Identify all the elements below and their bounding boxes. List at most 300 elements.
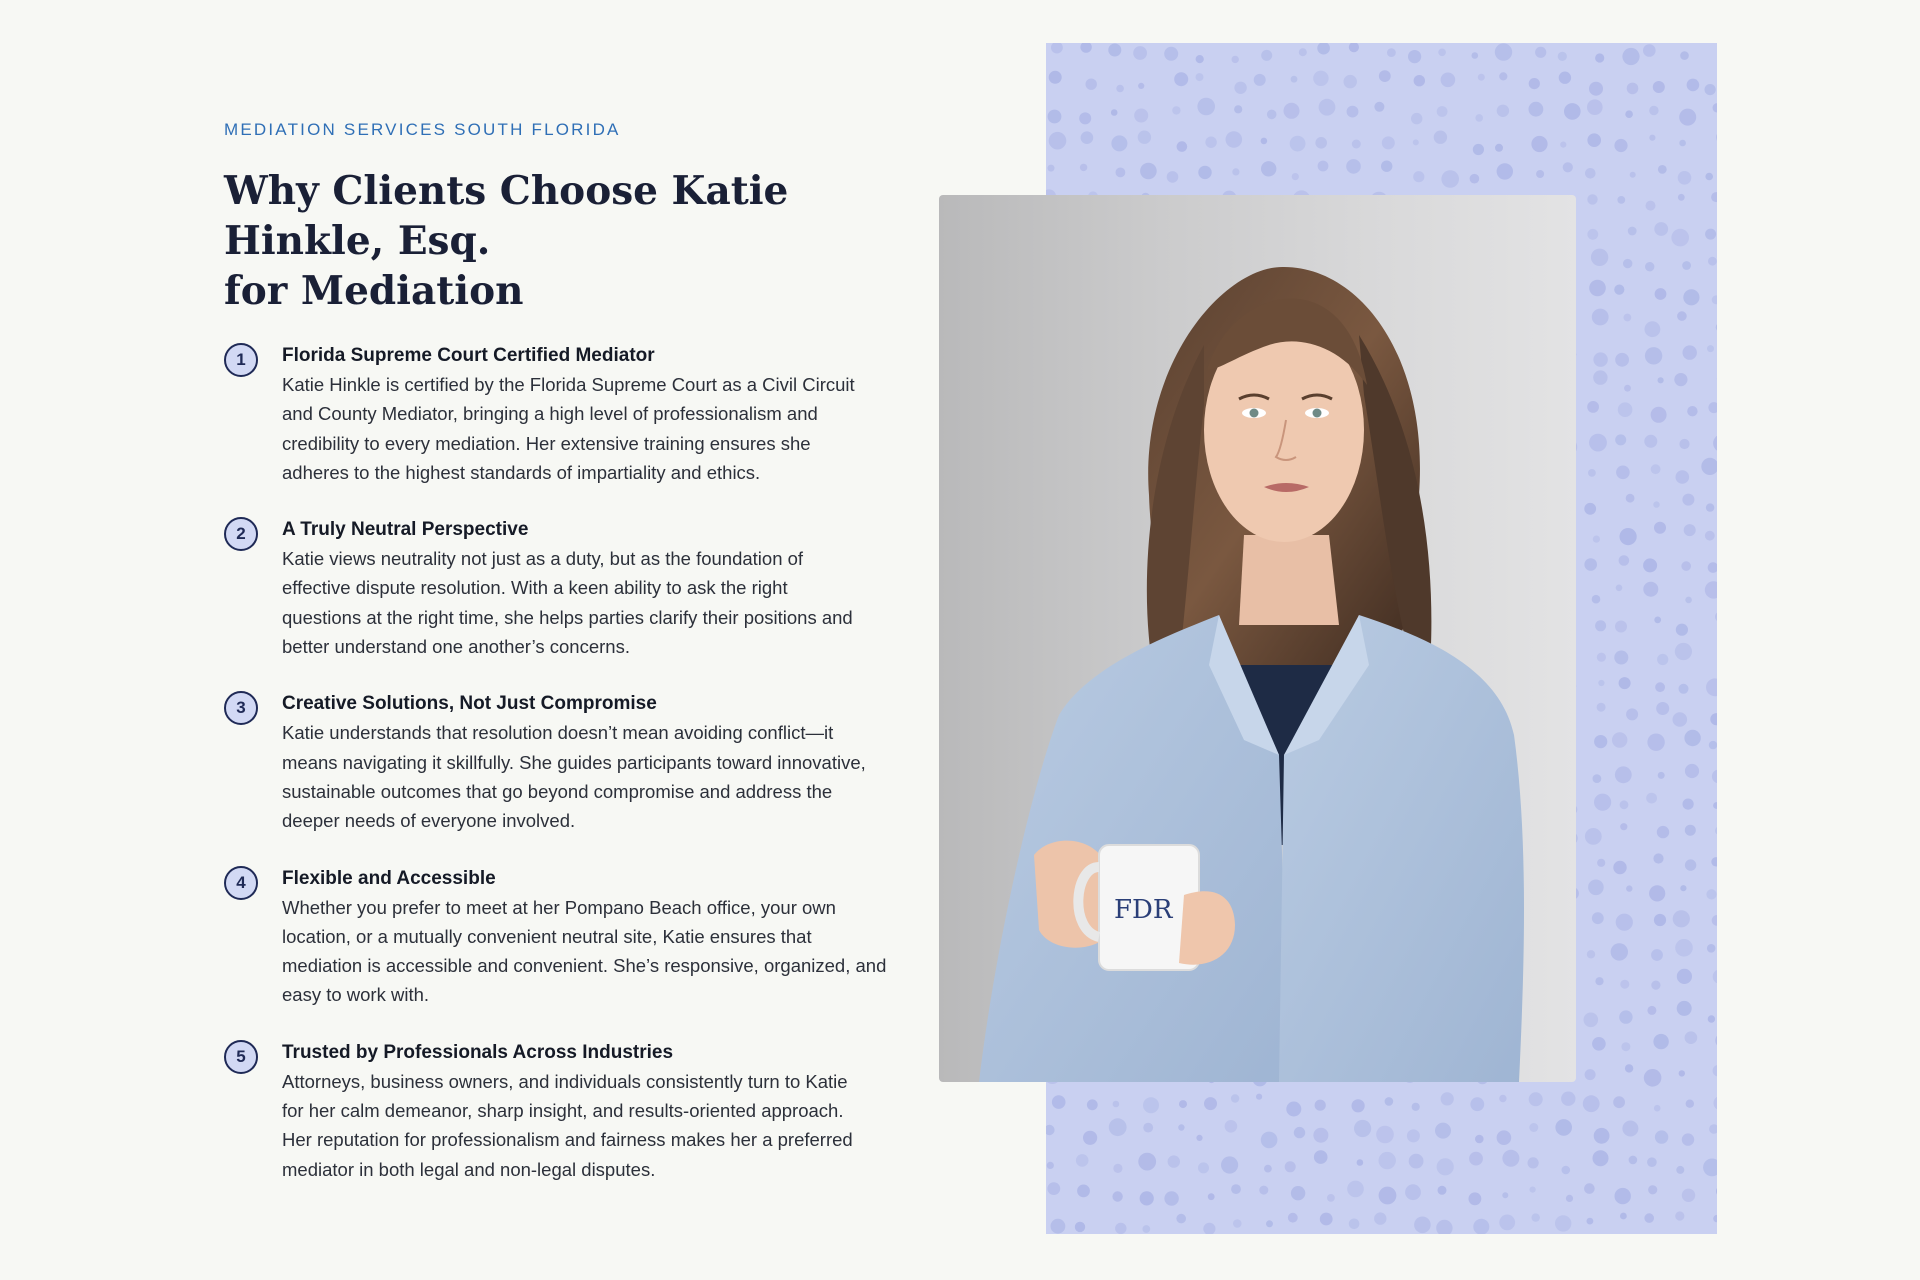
pattern-dot xyxy=(1407,1129,1420,1142)
reason-item-2 xyxy=(224,516,904,661)
pattern-dot xyxy=(1266,1220,1273,1227)
pattern-dot xyxy=(1644,435,1657,448)
pattern-dot xyxy=(1233,1219,1242,1228)
pattern-dot xyxy=(1583,1095,1600,1112)
pattern-dot xyxy=(1611,943,1628,960)
reason-line: for her calm demeanor, sharp insight, and results-oriented approach. xyxy=(282,1100,844,1122)
pattern-dot xyxy=(1076,1154,1089,1167)
pattern-dot xyxy=(1594,1128,1610,1144)
pattern-dot xyxy=(1712,770,1717,784)
pattern-dot xyxy=(1048,110,1062,124)
pattern-dot xyxy=(1681,561,1691,571)
pattern-dot xyxy=(1645,321,1661,337)
pattern-dot xyxy=(1347,106,1359,118)
pattern-dot xyxy=(1204,1097,1217,1110)
pattern-dot xyxy=(1716,323,1717,332)
pattern-dot xyxy=(1049,71,1062,84)
pattern-dot xyxy=(1315,1100,1326,1111)
pattern-dot xyxy=(1436,1220,1452,1234)
pattern-dot xyxy=(1587,229,1598,240)
pattern-dot xyxy=(1411,113,1422,124)
pattern-dot xyxy=(1197,98,1215,116)
pattern-dot xyxy=(1585,1069,1596,1080)
pattern-dot xyxy=(1177,141,1188,152)
pattern-dot xyxy=(1497,105,1509,117)
pattern-dot xyxy=(1379,1187,1397,1205)
pattern-dot xyxy=(1677,1001,1692,1016)
pattern-dot xyxy=(1592,912,1604,924)
pattern-dot xyxy=(1564,103,1581,120)
pattern-dot xyxy=(1714,1096,1718,1110)
pattern-dot xyxy=(1046,1125,1055,1135)
reason-line: easy to work with. xyxy=(282,984,430,1006)
pattern-dot xyxy=(1499,1095,1506,1102)
pattern-dot xyxy=(1682,1133,1694,1145)
pattern-dot xyxy=(1559,72,1571,84)
pattern-dot xyxy=(1112,1191,1122,1201)
reason-title: A Truly Neutral Perspective xyxy=(282,519,529,541)
pattern-dot xyxy=(1221,1156,1238,1173)
pattern-dot xyxy=(1438,49,1446,57)
pattern-dot xyxy=(1555,1119,1572,1136)
pattern-dot xyxy=(1616,914,1633,931)
pattern-dot xyxy=(1651,464,1661,474)
pattern-dot xyxy=(1705,229,1716,240)
pattern-dot xyxy=(1615,434,1626,445)
pattern-dot xyxy=(1589,434,1607,452)
pattern-dot xyxy=(1623,259,1632,268)
pattern-dot xyxy=(1705,173,1713,181)
pattern-dot xyxy=(1657,654,1668,665)
pattern-dot xyxy=(1705,531,1715,541)
pattern-dot xyxy=(1613,861,1626,874)
number-badge-icon: 1 xyxy=(224,343,258,377)
pattern-dot xyxy=(1643,44,1656,57)
pattern-dot xyxy=(1715,612,1717,623)
pattern-dot xyxy=(1587,133,1601,147)
pattern-dot xyxy=(1614,651,1628,665)
pattern-dot xyxy=(1535,47,1546,58)
pattern-dot xyxy=(1676,1166,1684,1174)
pattern-dot xyxy=(1560,142,1566,148)
pattern-dot xyxy=(1529,1123,1538,1132)
pattern-dot xyxy=(1408,50,1421,63)
pattern-dot xyxy=(1231,1184,1241,1194)
pattern-dot xyxy=(1138,83,1144,89)
pattern-dot xyxy=(1679,1070,1685,1076)
pattern-dot xyxy=(1113,1101,1120,1108)
pattern-dot xyxy=(1687,79,1700,92)
pattern-dot xyxy=(1647,734,1664,751)
pattern-dot xyxy=(1319,99,1336,116)
pattern-dot xyxy=(1497,163,1513,179)
pattern-dot xyxy=(1651,981,1660,990)
pattern-dot xyxy=(1687,406,1697,416)
pattern-dot xyxy=(1625,1064,1633,1072)
pattern-dot xyxy=(1299,48,1307,56)
pattern-dot xyxy=(1711,857,1717,866)
pattern-dot xyxy=(1261,138,1268,145)
pattern-dot xyxy=(1164,47,1178,61)
pattern-dot xyxy=(1354,1120,1371,1137)
reason-line: location, or a mutually convenient neutral site, Katie ensures that xyxy=(282,925,812,947)
pattern-dot xyxy=(1313,1128,1328,1143)
pattern-dot xyxy=(1643,558,1657,572)
pattern-dot xyxy=(1648,1185,1657,1194)
pattern-dot xyxy=(1497,1130,1512,1145)
reason-description xyxy=(282,718,904,835)
pattern-dot xyxy=(1049,132,1067,150)
pattern-dot xyxy=(1379,1152,1396,1169)
reason-line: mediation is accessible and convenient. She’s responsive, organized, and xyxy=(282,955,887,977)
pattern-dot xyxy=(1713,1065,1717,1077)
pattern-dot xyxy=(1530,1187,1536,1193)
pattern-dot xyxy=(1680,885,1686,891)
pattern-dot xyxy=(1196,73,1204,81)
pattern-dot xyxy=(1284,103,1300,119)
pattern-dot xyxy=(1682,1189,1695,1202)
pattern-dot xyxy=(1592,595,1601,604)
pattern-dot xyxy=(1087,1099,1098,1110)
pattern-dot xyxy=(1176,1214,1186,1224)
pattern-dot xyxy=(1612,732,1627,747)
pattern-dot xyxy=(1620,980,1629,989)
pattern-dot xyxy=(1178,1124,1184,1130)
pattern-dot xyxy=(1434,131,1447,144)
pattern-dot xyxy=(1621,1042,1630,1051)
pattern-dot xyxy=(1593,1150,1609,1166)
pattern-dot xyxy=(1051,1219,1066,1234)
pattern-dot xyxy=(1234,105,1242,113)
pattern-dot xyxy=(1713,434,1717,452)
pattern-dot xyxy=(1683,345,1697,359)
pattern-dot xyxy=(1587,401,1599,413)
pattern-dot xyxy=(1168,1155,1180,1167)
pattern-dot xyxy=(1649,106,1658,115)
reason-item-5 xyxy=(224,1039,904,1184)
reason-line: deeper needs of everyone involved. xyxy=(282,810,576,832)
pattern-dot xyxy=(1413,171,1424,182)
pattern-dot xyxy=(1618,402,1633,417)
pattern-dot xyxy=(1645,347,1662,364)
pattern-dot xyxy=(1143,1123,1153,1133)
pattern-dot xyxy=(1684,730,1700,746)
pattern-dot xyxy=(1387,48,1396,57)
pattern-dot xyxy=(1374,102,1384,112)
pattern-dot xyxy=(1080,164,1087,171)
pattern-dot xyxy=(1562,1166,1571,1175)
pattern-dot xyxy=(1706,678,1717,696)
pattern-dot xyxy=(1685,859,1696,870)
pattern-dot xyxy=(1679,684,1689,694)
pattern-dot xyxy=(1320,1213,1333,1226)
pattern-dot xyxy=(1142,1225,1150,1233)
pattern-dot xyxy=(1080,43,1091,53)
pattern-dot xyxy=(1620,800,1629,809)
pattern-dot xyxy=(1079,112,1091,124)
pattern-dot xyxy=(1597,653,1606,662)
pattern-dot xyxy=(1441,170,1459,188)
pattern-dot xyxy=(1349,1219,1360,1230)
pattern-dot xyxy=(1647,1006,1656,1015)
reason-description xyxy=(282,544,904,661)
pattern-dot xyxy=(1709,1124,1717,1134)
pattern-dot xyxy=(1232,168,1239,175)
pattern-dot xyxy=(1382,136,1395,149)
pattern-dot xyxy=(1624,314,1632,322)
pattern-dot xyxy=(1531,136,1547,152)
pattern-dot xyxy=(1615,621,1627,633)
reason-item-4 xyxy=(224,865,904,1010)
pattern-dot xyxy=(1352,1099,1365,1112)
pattern-dot xyxy=(1196,55,1204,63)
pattern-dot xyxy=(1705,84,1716,95)
pattern-dot xyxy=(1584,1013,1599,1028)
pattern-dot xyxy=(1437,106,1448,117)
reason-line: means navigating it skillfully. She guides participants toward innovative, xyxy=(282,751,866,773)
pattern-dot xyxy=(1588,880,1604,896)
pattern-dot xyxy=(1412,1103,1420,1111)
pattern-dot xyxy=(1285,1161,1296,1172)
number-badge-icon: 2 xyxy=(224,517,258,551)
reason-line: effective dispute resolution. With a keen ability to ask the right xyxy=(282,577,788,599)
pattern-dot xyxy=(1592,309,1609,326)
pattern-dot xyxy=(1597,703,1606,712)
pattern-dot xyxy=(1712,915,1717,926)
reason-title: Florida Supreme Court Certified Mediator xyxy=(282,345,655,366)
pattern-dot xyxy=(1614,139,1627,152)
pattern-dot xyxy=(1615,766,1632,783)
reason-line: Katie views neutrality not just as a duty, but as the foundation of xyxy=(282,548,804,570)
pattern-dot xyxy=(1622,1121,1638,1137)
pattern-dot xyxy=(1405,1184,1421,1200)
pattern-dot xyxy=(1646,201,1656,211)
pattern-dot xyxy=(1081,131,1094,144)
portrait-illustration xyxy=(939,195,1576,1082)
pattern-dot xyxy=(1317,43,1330,55)
pattern-dot xyxy=(1713,1215,1717,1222)
pattern-dot xyxy=(1614,285,1624,295)
pattern-dot xyxy=(1654,914,1666,926)
pattern-dot xyxy=(1261,161,1276,176)
pattern-dot xyxy=(1677,969,1692,984)
pattern-dot xyxy=(1198,1162,1209,1173)
pattern-dot xyxy=(1629,1156,1638,1165)
reason-line: better understand one another’s concerns. xyxy=(282,636,630,658)
pattern-dot xyxy=(1646,793,1657,804)
pattern-dot xyxy=(1259,1186,1268,1195)
pattern-dot xyxy=(1414,75,1425,86)
pattern-dot xyxy=(1563,162,1573,172)
pattern-dot xyxy=(1624,385,1631,392)
pattern-dot xyxy=(1111,109,1118,116)
pattern-dot xyxy=(1232,56,1239,63)
pattern-dot xyxy=(1595,620,1606,631)
pattern-dot xyxy=(1473,144,1484,155)
pattern-dot xyxy=(1291,76,1298,83)
number-badge-icon: 4 xyxy=(224,866,258,900)
pattern-dot xyxy=(1713,969,1717,983)
pattern-dot xyxy=(1502,1192,1508,1198)
pattern-dot xyxy=(1231,1094,1239,1102)
reasons-list xyxy=(224,342,904,1184)
reason-line: Katie Hinkle is certified by the Florida Supreme Court as a Civil Circuit xyxy=(282,374,855,395)
reason-description xyxy=(282,1067,904,1184)
pattern-dot xyxy=(1167,171,1179,183)
pattern-dot xyxy=(1627,83,1639,95)
pattern-dot xyxy=(1437,1158,1454,1175)
pattern-dot xyxy=(1620,823,1627,830)
pattern-dot xyxy=(1051,43,1063,54)
reason-item-3 xyxy=(224,690,904,835)
pattern-dot xyxy=(1685,597,1692,604)
pattern-dot xyxy=(1379,70,1391,82)
pattern-dot xyxy=(1683,799,1694,810)
pattern-dot xyxy=(1529,1092,1543,1106)
reason-description xyxy=(282,370,904,487)
pattern-dot xyxy=(1616,585,1623,592)
pattern-dot xyxy=(1613,1096,1625,1108)
pattern-dot xyxy=(1712,295,1717,304)
pattern-dot xyxy=(1313,71,1328,86)
pattern-dot xyxy=(1588,469,1596,477)
pattern-dot xyxy=(1654,222,1668,236)
pattern-dot xyxy=(1594,735,1607,748)
pattern-dot xyxy=(1626,494,1635,503)
pattern-dot xyxy=(1585,168,1596,179)
pattern-dot xyxy=(1686,1100,1694,1108)
number-badge-icon: 3 xyxy=(224,691,258,725)
pattern-dot xyxy=(1708,402,1717,413)
pattern-dot xyxy=(1715,1033,1717,1048)
pattern-dot xyxy=(1256,1094,1262,1100)
reason-line: Her reputation for professionalism and fairness makes her a preferred xyxy=(282,1129,853,1151)
pattern-dot xyxy=(1502,1150,1519,1167)
mug-logo: FDR xyxy=(1114,895,1173,925)
pattern-dot xyxy=(1196,1135,1202,1141)
pattern-dot xyxy=(1315,137,1327,149)
pattern-dot xyxy=(1261,50,1272,61)
pattern-dot xyxy=(1346,159,1361,174)
pattern-dot xyxy=(1658,165,1667,174)
pattern-dot xyxy=(1475,114,1483,122)
pattern-dot xyxy=(1138,131,1151,144)
pattern-dot xyxy=(1593,536,1600,543)
pattern-dot xyxy=(1349,43,1359,52)
pattern-dot xyxy=(1052,1095,1066,1109)
pattern-dot xyxy=(1597,859,1605,867)
pattern-dot xyxy=(1593,352,1607,366)
pattern-dot xyxy=(1617,196,1625,204)
pattern-dot xyxy=(1643,582,1658,597)
pattern-dot xyxy=(1314,1150,1328,1164)
pattern-dot xyxy=(1619,555,1630,566)
pattern-dot xyxy=(1644,1069,1662,1087)
pattern-dot xyxy=(1376,1126,1394,1144)
pattern-dot xyxy=(1595,977,1603,985)
pattern-dot xyxy=(1710,713,1717,725)
pattern-dot xyxy=(1203,1223,1215,1234)
pattern-dot xyxy=(1705,581,1717,598)
pattern-dot xyxy=(1679,439,1689,449)
pattern-dot xyxy=(1438,1186,1447,1195)
pattern-dot xyxy=(1655,288,1667,300)
pattern-dot xyxy=(1584,503,1596,515)
pattern-dot xyxy=(1584,558,1597,571)
pattern-dot xyxy=(1619,677,1631,689)
pattern-dot xyxy=(1140,1191,1154,1205)
section-eyebrow: MEDIATION SERVICES SOUTH FLORIDA xyxy=(224,120,621,139)
pattern-dot xyxy=(1174,72,1188,86)
pattern-dot xyxy=(1584,1183,1595,1194)
pattern-dot xyxy=(1685,825,1696,836)
pattern-dot xyxy=(1495,43,1512,60)
pattern-dot xyxy=(1675,1211,1684,1220)
pattern-dot xyxy=(1414,1217,1431,1234)
pattern-dot xyxy=(1593,370,1607,384)
pattern-dot xyxy=(1495,144,1503,152)
pattern-dot xyxy=(1651,407,1667,423)
pattern-dot xyxy=(1680,51,1689,60)
pattern-dot xyxy=(1558,52,1567,61)
pattern-dot xyxy=(1708,1015,1715,1022)
pattern-dot xyxy=(1290,136,1306,152)
pattern-dot xyxy=(1254,74,1266,86)
pattern-dot xyxy=(1048,165,1055,172)
reason-line: mediator in both legal and non-legal disputes. xyxy=(282,1158,656,1180)
pattern-dot xyxy=(1701,458,1717,475)
pattern-dot xyxy=(1655,1130,1668,1143)
pattern-dot xyxy=(1589,82,1603,96)
pattern-dot xyxy=(1630,172,1636,178)
pattern-dot xyxy=(1651,949,1663,961)
pattern-dot xyxy=(1715,827,1717,835)
pattern-dot xyxy=(1589,280,1606,297)
pattern-dot xyxy=(1352,140,1361,149)
pattern-dot xyxy=(1708,257,1717,266)
pattern-dot xyxy=(1678,171,1692,185)
pattern-dot xyxy=(1357,1159,1364,1166)
pattern-dot xyxy=(1653,81,1665,93)
pattern-dot xyxy=(1620,528,1637,545)
pattern-dot xyxy=(1441,1092,1454,1105)
pattern-dot xyxy=(1645,262,1654,271)
pattern-dot xyxy=(1713,802,1717,809)
reason-title: Flexible and Accessible xyxy=(282,867,496,889)
pattern-dot xyxy=(1626,885,1632,891)
pattern-dot xyxy=(1707,345,1714,352)
pattern-dot xyxy=(1134,109,1148,123)
pattern-dot xyxy=(1441,73,1456,88)
pattern-dot xyxy=(1713,103,1718,112)
pattern-dot xyxy=(1294,1127,1305,1138)
pattern-dot xyxy=(1172,106,1180,114)
pattern-dot xyxy=(1409,1154,1424,1169)
pattern-dot xyxy=(1653,501,1659,507)
reason-line: questions at the right time, she helps parties clarify their positions and xyxy=(282,606,853,628)
pattern-dot xyxy=(1143,1097,1159,1113)
pattern-dot xyxy=(1587,194,1597,204)
pattern-dot xyxy=(1347,1181,1364,1198)
pattern-dot xyxy=(1676,624,1688,636)
pattern-dot xyxy=(1261,1132,1278,1149)
pattern-dot xyxy=(1647,1157,1657,1167)
pattern-dot xyxy=(1111,135,1127,151)
pattern-dot xyxy=(1267,110,1277,120)
pattern-dot xyxy=(1684,524,1696,536)
reason-description xyxy=(282,893,904,1010)
pattern-dot xyxy=(1682,261,1691,270)
